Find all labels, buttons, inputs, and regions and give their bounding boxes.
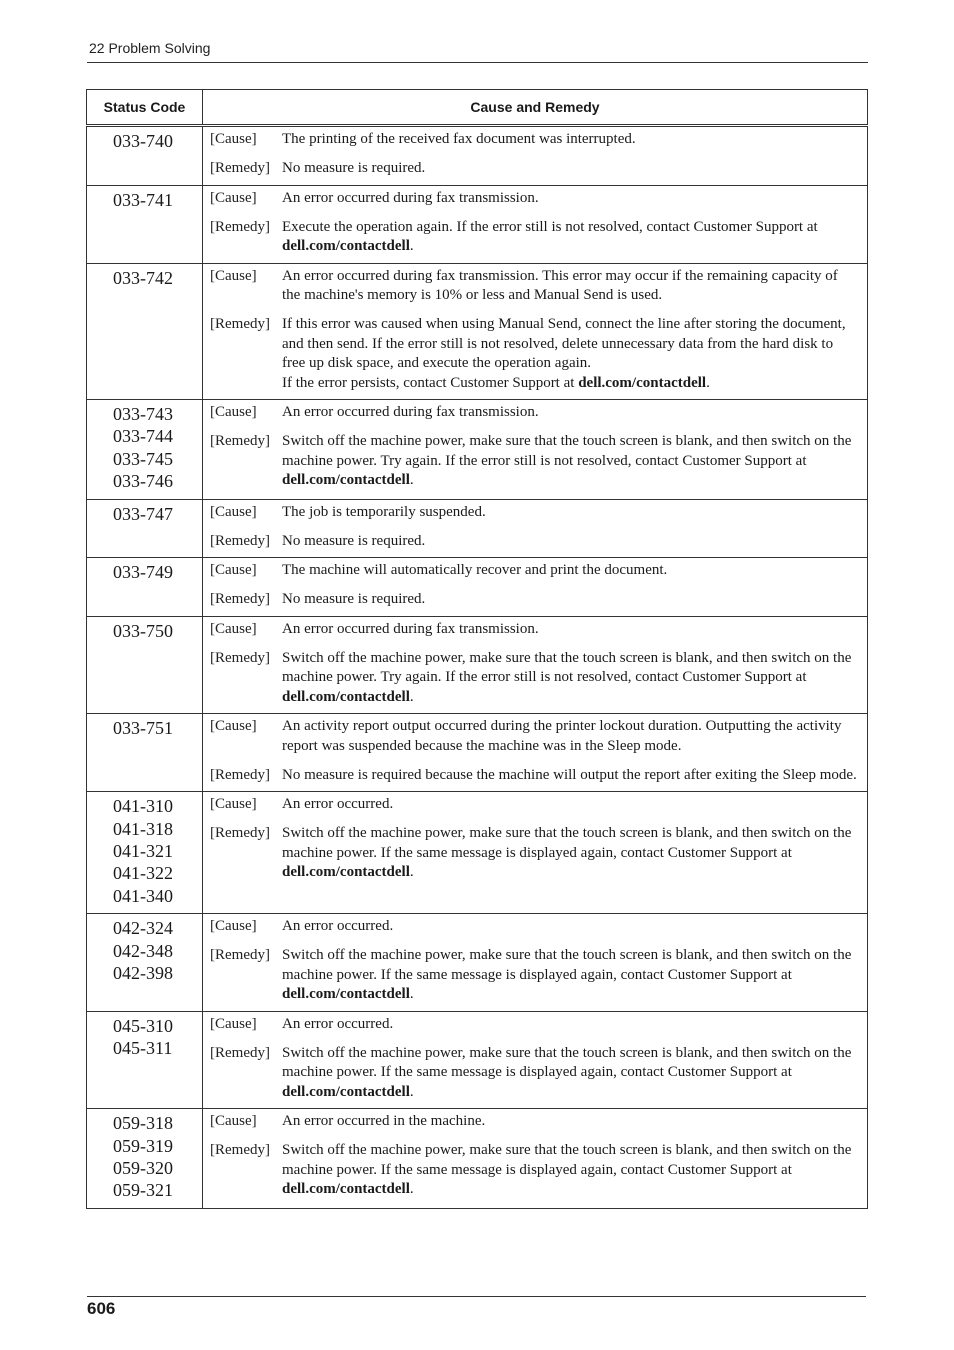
cause-remedy-cell [203,616,868,714]
status-code-cell [87,185,203,263]
cause-text: An activity report output occurred during the printer lockout duration. Outputting the activity report was suspended because the machine was in the Sleep mode. [282,718,842,754]
cause-remedy-cell [203,126,868,186]
cause-remedy-column-header: Cause and Remedy [203,90,868,126]
table-row [87,792,868,914]
cause-remedy-cell [203,499,868,558]
table-body [87,126,868,1209]
remedy-text: Switch off the machine power, make sure that the touch screen is blank, and then switch on the machine power. Try again. If the error still is not resolved, contact Customer Support at [282,649,852,686]
status-code-cell [87,1011,203,1109]
contact-link: dell.com/contactdell [578,374,707,391]
footer-rule [87,1296,866,1297]
contact-link: dell.com/contactdell [282,1083,410,1100]
remedy-text-end: . [706,374,710,391]
remedy-entry [210,1141,859,1200]
table-row [87,616,868,714]
cause-remedy-cell [203,714,868,792]
contact-link: dell.com/contactdell [282,688,410,705]
cause-text: The printing of the received fax document was interrupted. [282,131,636,147]
remedy-entry [210,218,859,257]
cause-entry [210,917,859,937]
cause-text: An error occurred during fax transmission. [282,189,539,206]
remedy-text-block [282,532,859,552]
remedy-tag: [Remedy] [210,433,270,449]
remedy-text-block [282,218,859,257]
status-code: 033-751 [113,718,173,739]
status-code: 033-747 [113,503,173,524]
remedy-tag: [Remedy] [210,649,270,666]
remedy-text-continued: If the error persists, contact Customer Support at [282,374,579,391]
cause-text: An error occurred during fax transmission. [282,404,539,420]
remedy-text: No measure is required. [282,160,426,176]
remedy-entry [210,590,859,610]
remedy-text-block [282,1044,859,1103]
status-code-cell [87,714,203,792]
page-number: 606 [87,1299,116,1318]
remedy-entry [210,159,859,179]
status-code-cell [87,558,203,617]
status-code-column-header: Status Code [87,90,203,126]
status-code: 041-310 [113,796,173,817]
remedy-tag: [Remedy] [210,825,270,842]
status-code: 033-749 [113,562,173,583]
cause-entry [210,130,859,150]
table-row [87,126,868,186]
remedy-text: Switch off the machine power, make sure that the touch screen is blank, and then switch on the machine power. Try again. If the error still is not resolved, contact Customer Support at [282,433,852,469]
cause-remedy-cell [203,1011,868,1109]
status-code: 033-743 [113,404,173,424]
status-code: 033-745 [113,448,173,469]
cause-text: An error occurred in the machine. [282,1113,486,1130]
remedy-tag: [Remedy] [210,766,270,783]
remedy-tag: [Remedy] [210,316,270,332]
status-code: 042-324 [113,918,173,939]
status-code: 041-340 [113,885,173,906]
remedy-text-end: . [409,238,414,254]
cause-remedy-cell [203,792,868,914]
status-code: 042-348 [113,940,173,961]
remedy-text-block [282,432,859,491]
remedy-entry [210,649,859,708]
cause-entry [210,403,859,423]
remedy-tag: [Remedy] [210,591,270,608]
remedy-entry [210,946,859,1005]
contact-link: dell.com/contactdell [282,472,410,488]
remedy-tag: [Remedy] [210,1044,270,1061]
cause-remedy-cell [203,558,868,617]
cause-entry [210,1112,859,1132]
table-header-row [87,90,868,126]
remedy-tag: [Remedy] [210,218,270,235]
status-code: 033-740 [113,131,173,151]
cause-entry [210,561,859,581]
cause-text: An error occurred. [282,918,394,935]
remedy-text-end: . [409,472,414,488]
status-code-cell [87,400,203,500]
cause-tag: [Cause] [210,718,257,735]
status-code: 033-744 [113,426,173,447]
contact-link: dell.com/contactdell [282,238,410,254]
cause-text: The job is temporarily suspended. [282,503,486,520]
remedy-text-block [282,1141,859,1200]
status-code: 041-321 [113,840,173,861]
status-code: 059-321 [113,1180,173,1201]
remedy-text: Execute the operation again. If the error still is not resolved, contact Customer Support at [282,218,818,235]
table-row [87,558,868,617]
remedy-text-end: . [409,1181,414,1198]
table-row [87,263,868,400]
cause-entry [210,717,859,756]
remedy-text: No measure is required. [282,591,426,608]
cause-tag: [Cause] [210,189,257,206]
table-row [87,185,868,263]
cause-tag: [Cause] [210,562,257,579]
status-code: 045-310 [113,1015,173,1036]
remedy-text-block [282,159,859,179]
remedy-text: Switch off the machine power, make sure that the touch screen is blank, and then switch on the machine power. If the same message is displayed again, contact Customer Support at [282,947,852,983]
remedy-text: If this error was caused when using Manual Send, connect the line after storing the document, and then send. If the error still is not resolved, delete unnecessary data from the hard disk to free up disk space, and execute the operation again. [282,316,846,371]
status-code-cell [87,1109,203,1209]
remedy-text-end: . [409,986,414,1003]
remedy-text: No measure is required. [282,532,426,549]
status-code-cell [87,126,203,186]
remedy-text-block [282,766,859,786]
contact-link: dell.com/contactdell [282,986,410,1003]
cause-entry [210,503,859,523]
status-code: 033-746 [113,471,173,492]
cause-text: An error occurred. [282,796,394,813]
status-code-table [86,89,868,1209]
cause-tag: [Cause] [210,131,257,147]
cause-entry [210,189,859,209]
remedy-text: Switch off the machine power, make sure that the touch screen is blank, and then switch on the machine power. If the same message is displayed again, contact Customer Support at [282,1142,852,1178]
remedy-text-block [282,824,859,883]
cause-text: The machine will automatically recover and print the document. [282,562,668,579]
remedy-tag: [Remedy] [210,532,270,549]
remedy-text-end: . [409,688,414,705]
remedy-entry [210,315,859,393]
cause-remedy-cell [203,400,868,500]
remedy-entry [210,766,859,786]
remedy-tag: [Remedy] [210,947,270,964]
status-code: 045-311 [113,1038,173,1059]
cause-tag: [Cause] [210,918,257,935]
status-code-cell [87,792,203,914]
remedy-entry [210,532,859,552]
remedy-text-end: . [409,864,414,881]
remedy-text: No measure is required because the machine will output the report after exiting the Sleep mode. [282,766,857,783]
contact-link: dell.com/contactdell [282,864,410,881]
status-code: 041-318 [113,818,173,839]
table-row [87,499,868,558]
status-code: 059-319 [113,1135,173,1156]
cause-tag: [Cause] [210,620,257,637]
cause-tag: [Cause] [210,267,257,284]
cause-entry [210,795,859,815]
running-head: 22 Problem Solving [89,40,211,56]
status-code: 041-322 [113,863,173,884]
remedy-entry [210,1044,859,1103]
table-row [87,400,868,500]
status-code: 033-742 [113,267,173,288]
cause-tag: [Cause] [210,503,257,520]
cause-text: An error occurred. [282,1015,394,1032]
remedy-text-end: . [409,1083,414,1100]
status-code: 033-741 [113,189,173,210]
table-row [87,1109,868,1209]
status-code: 059-318 [113,1113,173,1134]
remedy-text-block [282,649,859,708]
cause-text: An error occurred during fax transmission. [282,620,539,637]
cause-text: An error occurred during fax transmission. This error may occur if the remaining capacity of the machine's memory is 10% or less and Manual Send is used. [282,267,838,303]
status-code-cell [87,616,203,714]
remedy-text: Switch off the machine power, make sure that the touch screen is blank, and then switch on the machine power. If the same message is displayed again, contact Customer Support at [282,825,852,861]
remedy-text: Switch off the machine power, make sure that the touch screen is blank, and then switch on the machine power. If the same message is displayed again, contact Customer Support at [282,1044,852,1081]
table-row [87,914,868,1012]
table-row [87,714,868,792]
remedy-text-block [282,946,859,1005]
header-rule [87,62,868,63]
remedy-text-block [282,590,859,610]
status-code-cell [87,499,203,558]
remedy-entry [210,432,859,491]
cause-entry [210,267,859,306]
cause-remedy-cell [203,263,868,400]
cause-tag: [Cause] [210,1015,257,1032]
status-code: 042-398 [113,962,173,983]
cause-remedy-cell [203,185,868,263]
cause-entry [210,1015,859,1035]
remedy-tag: [Remedy] [210,160,270,176]
table-row [87,1011,868,1109]
cause-tag: [Cause] [210,404,257,420]
cause-tag: [Cause] [210,796,257,813]
cause-remedy-cell [203,1109,868,1209]
status-code: 059-320 [113,1157,173,1178]
remedy-text-block [282,315,859,393]
remedy-entry [210,824,859,883]
cause-tag: [Cause] [210,1113,257,1130]
cause-entry [210,620,859,640]
status-code-cell [87,263,203,400]
remedy-tag: [Remedy] [210,1142,270,1159]
status-code-cell [87,914,203,1012]
status-code: 033-750 [113,620,173,641]
contact-link: dell.com/contactdell [282,1181,410,1198]
cause-remedy-cell [203,914,868,1012]
